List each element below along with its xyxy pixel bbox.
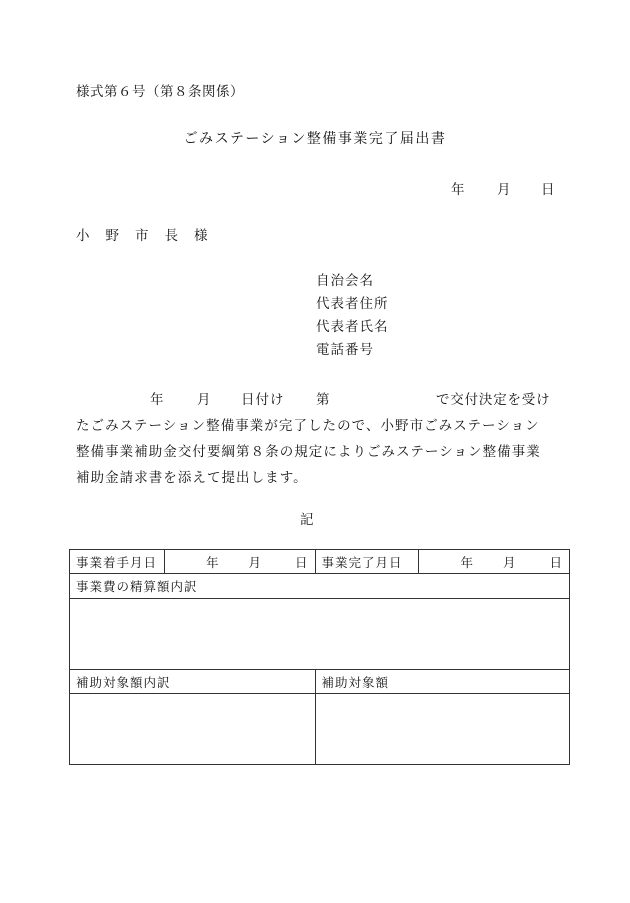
subsidy-amount-field[interactable] [315, 694, 570, 765]
end-date-year: 年 [460, 554, 474, 570]
start-date-label: 事業着手月日 [70, 550, 165, 574]
body-month-label: 月 [197, 392, 211, 408]
end-date-month: 月 [502, 554, 517, 570]
addressee: 小野市長様 [76, 228, 224, 244]
date-day-label: 日 [541, 182, 555, 198]
phone-number-label: 電話番号 [316, 342, 374, 358]
document-title: ごみステーション整備事業完了届出書 [183, 131, 447, 147]
cost-breakdown-field-row [70, 599, 570, 670]
subsidy-breakdown-field[interactable] [70, 694, 316, 765]
association-name-label: 自治会名 [316, 273, 374, 289]
body-year-label: 年 [150, 392, 164, 408]
form-number: 様式第６号（第８条関係） [76, 84, 244, 100]
body-date-suffix: 日付け [241, 392, 285, 408]
representative-name-label: 代表者氏名 [316, 319, 389, 335]
cost-breakdown-field[interactable] [70, 599, 570, 670]
start-date-day: 日 [294, 554, 309, 570]
subsidy-amount-label: 補助対象額 [315, 670, 570, 694]
cost-breakdown-label-row [70, 574, 570, 599]
end-date-cell [419, 550, 570, 574]
detail-table [69, 549, 570, 765]
body-line3: 整備事業補助金交付要綱第８条の規定によりごみステーション整備事業 [76, 444, 541, 460]
cost-breakdown-label: 事業費の精算額内訳 [70, 574, 570, 599]
ki-heading: 記 [300, 512, 314, 528]
dates-row [70, 550, 570, 574]
body-line4: 補助金請求書を添えて提出します。 [76, 470, 308, 486]
body-line2: たごみステーション整備事業が完了したので、小野市ごみステーション [76, 418, 540, 434]
applicant-fields [316, 270, 389, 362]
date-year-label: 年 [451, 182, 465, 198]
start-date-year: 年 [205, 554, 220, 570]
body-line1-tail: で交付決定を受け [436, 392, 551, 408]
start-date-cell [164, 550, 315, 574]
body-number-prefix: 第 [316, 392, 330, 408]
date-month-label: 月 [497, 182, 511, 198]
representative-address-label: 代表者住所 [316, 296, 389, 312]
end-date-day: 日 [549, 554, 563, 570]
subsidy-label-row [70, 670, 570, 694]
end-date-label: 事業完了月日 [315, 550, 419, 574]
subsidy-breakdown-label: 補助対象額内訳 [70, 670, 316, 694]
start-date-month: 月 [248, 554, 262, 570]
subsidy-field-row [70, 694, 570, 765]
